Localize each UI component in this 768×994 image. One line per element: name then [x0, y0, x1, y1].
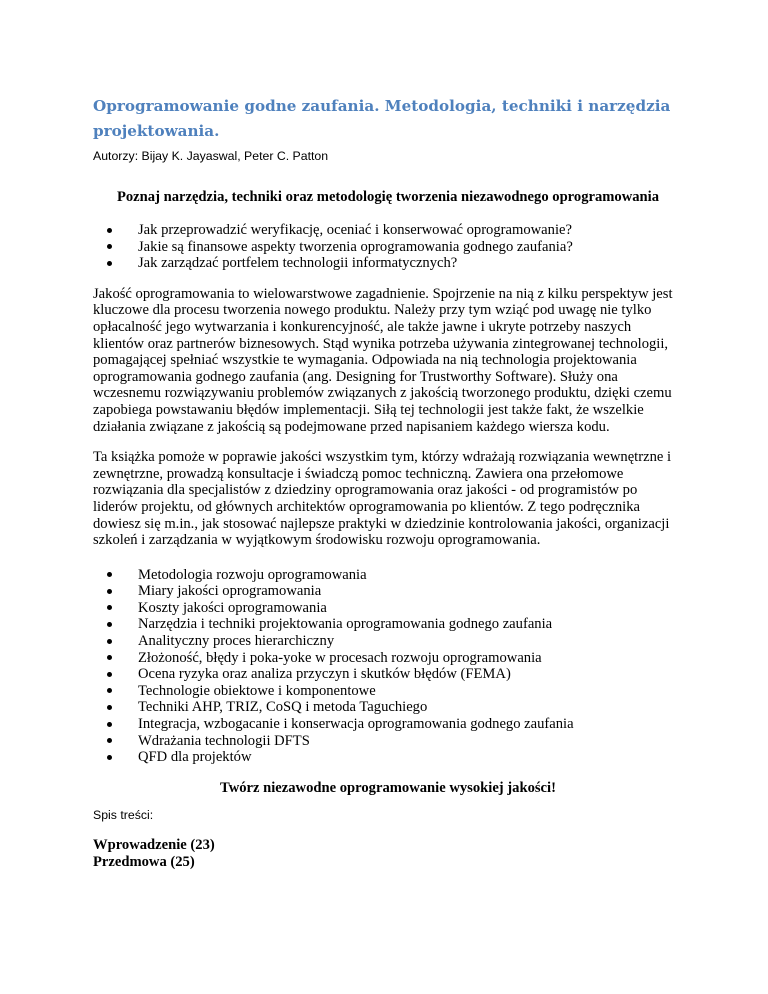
- bullet-icon: [107, 705, 112, 710]
- list-item: Wdrażania technologii DFTS: [93, 733, 683, 750]
- table-of-contents: [93, 837, 683, 871]
- paragraph-intro: Jakość oprogramowania to wielowarstwowe zagadnienie. Spojrzenie na nią z kilku perspektyw jest kluczowe dla procesu tworzenia nowego produktu. Należy przy tym wziąć pod uwagę nie tylko opłacalność jego wytwarzania i konkurencyjność, ale także jawne i ukryte potrzeby naszych klientów oraz partnerów biznesowych. Stąd wynika potrzeba używania zintegrowanej technologii, pomagającej spełniać wszystkie te wymagania. Odpowiada na nią technologia projektowania oprogramowania godnego zaufania (ang. Designing for Trustworthy Software). Służy ona wczesnemu rozwiązywaniu problemów związanych z jakością tworzonego produktu, dzięki czemu zapobiega powstawaniu błędów implementacji. Siłą tej technologii jest także fakt, że wszelkie działania związane z jakością są podejmowane przed napisaniem każdego wiersza kodu.: [93, 285, 673, 435]
- list-item: Jak przeprowadzić weryfikację, oceniać i konserwować oprogramowanie?: [93, 222, 683, 239]
- document-page: [93, 94, 683, 871]
- list-item: Narzędzia i techniki projektowania oprogramowania godnego zaufania: [93, 616, 683, 633]
- topics-list: [93, 567, 683, 766]
- authors-line: Autorzy: Bijay K. Jayaswal, Peter C. Patton: [93, 149, 329, 163]
- toc-label: Spis treści:: [93, 807, 154, 822]
- bullet-icon: [107, 688, 112, 693]
- list-item: Ocena ryzyka oraz analiza przyczyn i skutków błędów (FEMA): [93, 666, 683, 683]
- toc-entry: Wprowadzenie (23): [93, 836, 215, 853]
- list-item: Integracja, wzbogacanie i konserwacja oprogramowania godnego zaufania: [93, 716, 683, 733]
- bullet-icon: [107, 228, 112, 233]
- bullet-icon: [107, 589, 112, 594]
- list-item: Analityczny proces hierarchiczny: [93, 633, 683, 650]
- list-item: Koszty jakości oprogramowania: [93, 600, 683, 617]
- bullet-icon: [107, 261, 112, 266]
- list-item: Jak zarządzać portfelem technologii informatycznych?: [93, 255, 683, 272]
- list-item: Metodologia rozwoju oprogramowania: [93, 567, 683, 584]
- bullet-icon: [107, 244, 112, 249]
- bullet-icon: [107, 605, 112, 610]
- list-item: Złożoność, błędy i poka-yoke w procesach rozwoju oprogramowania: [93, 650, 683, 667]
- list-item: QFD dla projektów: [93, 749, 683, 766]
- bullet-icon: [107, 755, 112, 760]
- list-item: Technologie obiektowe i komponentowe: [93, 683, 683, 700]
- list-item: Miary jakości oprogramowania: [93, 583, 683, 600]
- list-item: Techniki AHP, TRIZ, CoSQ i metoda Taguchiego: [93, 699, 683, 716]
- questions-list: [93, 222, 683, 272]
- toc-entry: Przedmowa (25): [93, 853, 195, 870]
- bullet-icon: [107, 622, 112, 627]
- bullet-icon: [107, 639, 112, 644]
- call-to-action: Twórz niezawodne oprogramowanie wysokiej jakości!: [220, 779, 556, 796]
- document-subtitle: Poznaj narzędzia, techniki oraz metodologię tworzenia niezawodnego oprogramowania: [116, 189, 660, 205]
- paragraph-audience: Ta książka pomoże w poprawie jakości wszystkim tym, którzy wdrażają rozwiązania wewnętrzne i zewnętrzne, prowadzą konsultacje i świadczą pomoc techniczną. Zawiera ona przełomowe rozwiązania dla specjalistów z dziedziny oprogramowania oraz jakości - od programistów po liderów projektu, od głównych architektów oprogramowania po klientów. Z tego podręcznika dowiesz się m.in., jak stosować najlepsze praktyki w dziedzinie kontrolowania jakości, organizacji szkoleń i zarządzania w wyjątkowym środowisku rozwoju oprogramowania.: [93, 449, 672, 549]
- list-item: Jakie są finansowe aspekty tworzenia oprogramowania godnego zaufania?: [93, 239, 683, 256]
- bullet-icon: [107, 672, 112, 677]
- bullet-icon: [107, 655, 112, 660]
- bullet-icon: [107, 572, 112, 577]
- bullet-icon: [107, 738, 112, 743]
- bullet-icon: [107, 722, 112, 727]
- document-title: Oprogramowanie godne zaufania. Metodologia, techniki i narzędzia projektowania.: [93, 97, 671, 140]
